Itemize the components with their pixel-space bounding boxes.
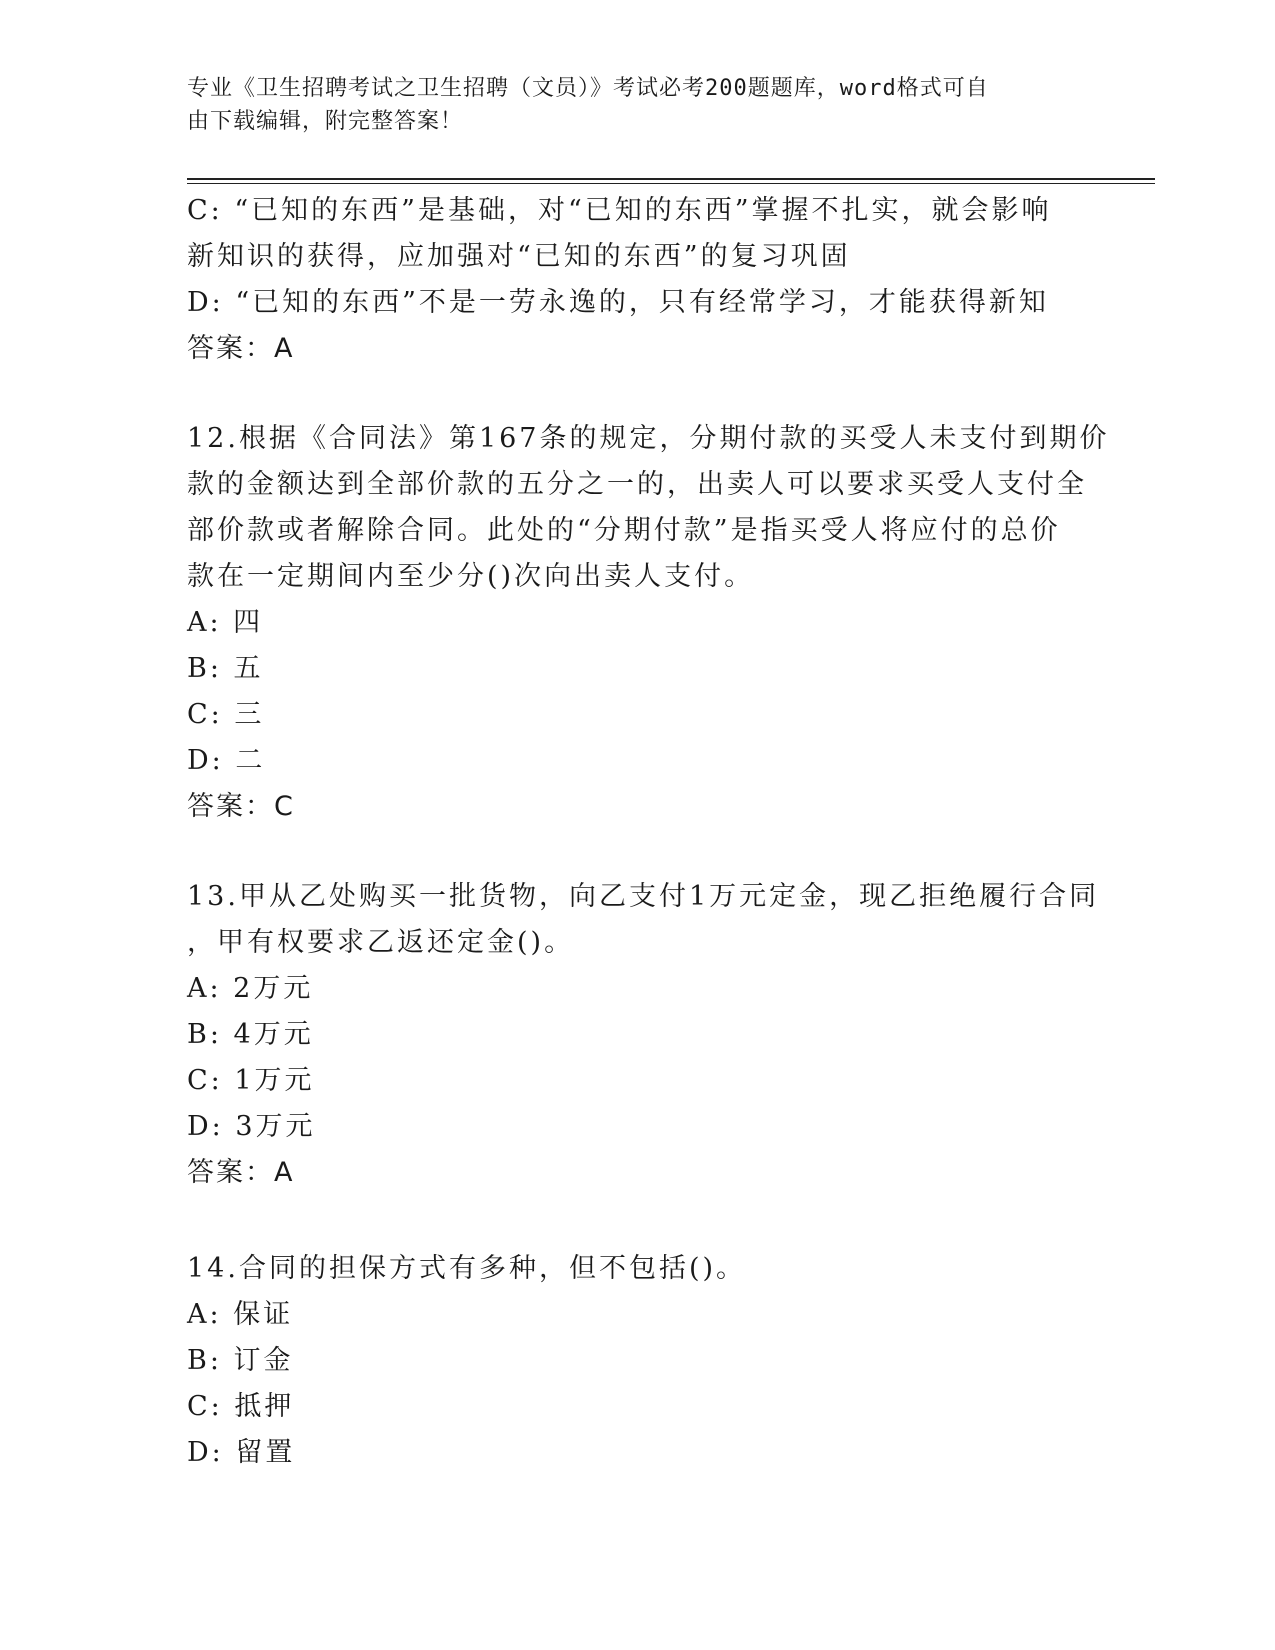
q14-option-b: B: 订金 <box>187 1345 294 1376</box>
spacer <box>187 1196 1087 1246</box>
q13-option-c: C: 1万元 <box>187 1065 315 1096</box>
q11-option-c-line-2: 新知识的获得，应加强对“已知的东西”的复习巩固 <box>187 241 851 272</box>
header-rule-thick <box>187 178 1155 180</box>
q14-option-a: A: 保证 <box>187 1299 294 1330</box>
q14-option-c: C: 抵押 <box>187 1391 295 1422</box>
q12-option-c: C: 三 <box>187 699 265 730</box>
q12-stem-line-1: 12.根据《合同法》第167条的规定，分期付款的买受人未支付到期价 <box>187 423 1110 454</box>
spacer <box>187 830 1087 874</box>
q12-option-b: B: 五 <box>187 653 264 684</box>
q11-answer: 答案：A <box>187 333 295 364</box>
q12-stem-line-2: 款的金额达到全部价款的五分之一的，出卖人可以要求买受人支付全 <box>187 469 1087 500</box>
q13-option-a: A: 2万元 <box>187 973 314 1004</box>
q13-option-b: B: 4万元 <box>187 1019 314 1050</box>
q12-stem-line-3: 部价款或者解除合同。此处的“分期付款”是指买受人将应付的总价 <box>187 515 1061 546</box>
question-11-tail <box>187 188 1087 372</box>
question-13 <box>187 874 1100 1196</box>
header-line-1: 专业《卫生招聘考试之卫生招聘（文员）》考试必考200题题库，word格式可自 <box>187 76 989 101</box>
q12-stem-line-4: 款在一定期间内至少分()次向出卖人支付。 <box>187 561 755 592</box>
q13-stem-line-2: ，甲有权要求乙返还定金()。 <box>187 927 575 958</box>
q13-option-d: D: 3万元 <box>187 1111 316 1142</box>
question-12 <box>187 416 1110 830</box>
question-14 <box>187 1246 1087 1476</box>
q11-option-d: D: “已知的东西”不是一劳永逸的，只有经常学习，才能获得新知 <box>187 287 1049 318</box>
document-body <box>187 188 1110 1476</box>
q14-stem-line-1: 14.合同的担保方式有多种，但不包括()。 <box>187 1253 747 1284</box>
q12-option-a: A: 四 <box>187 607 264 638</box>
q14-option-d: D: 留置 <box>187 1437 296 1468</box>
header-line-2: 由下载编辑，附完整答案！ <box>187 109 464 134</box>
header-rule-thin <box>187 183 1155 184</box>
spacer <box>187 372 1087 416</box>
q13-stem-line-1: 13.甲从乙处购买一批货物，向乙支付1万元定金，现乙拒绝履行合同 <box>187 881 1100 912</box>
q13-answer: 答案：A <box>187 1157 295 1188</box>
q12-option-d: D: 二 <box>187 745 266 776</box>
q11-option-c-line-1: C: “已知的东西”是基础，对“已知的东西”掌握不扎实，就会影响 <box>187 195 1052 226</box>
q12-answer: 答案：C <box>187 791 295 822</box>
document-header <box>187 72 1067 138</box>
